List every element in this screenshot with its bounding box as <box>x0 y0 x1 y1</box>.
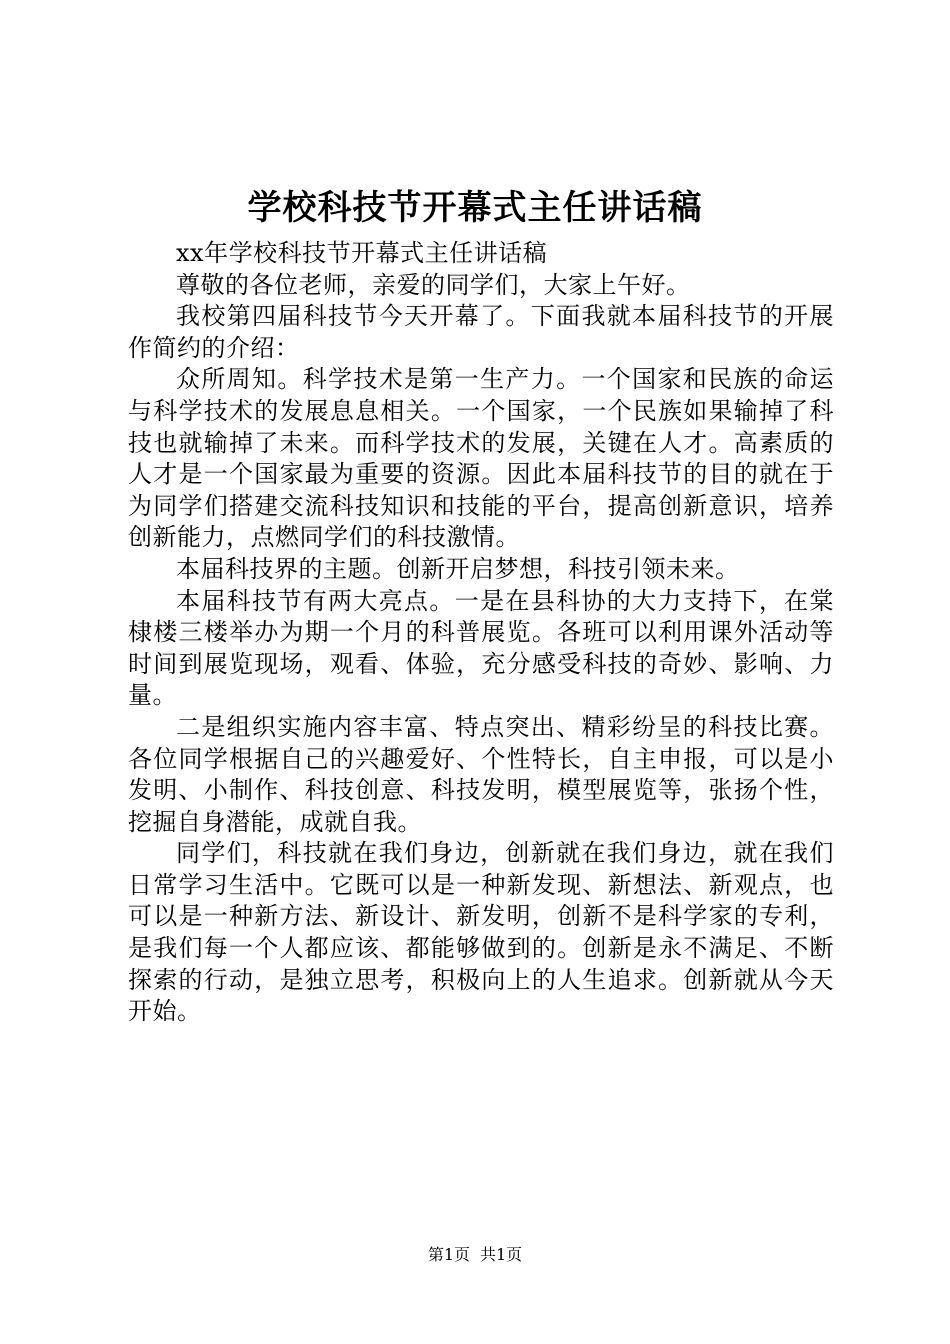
paragraph-heading-line: xx年学校科技节开幕式主任讲话稿 <box>176 239 548 267</box>
document-body <box>128 238 834 1028</box>
paragraph-highlight-one: 本届科技节有两大亮点。一是在县科协的大力支持下，在棠棣楼三楼举办为期一个月的科普展览。各班可以利用课外活动等时间到展览现场，观看、体验，充分感受科技的奇妙、影响、力量。 <box>128 586 834 710</box>
page-total: 共1页 <box>480 1245 523 1264</box>
paragraph-intro: 我校第四届科技节今天开幕了。下面我就本届科技节的开展作简约的介绍： <box>128 302 834 362</box>
document-title: 学校科技节开幕式主任讲话稿 <box>247 188 703 228</box>
page-footer <box>0 1244 950 1266</box>
paragraph-science-importance: 众所周知。科学技术是第一生产力。一个国家和民族的命运与科学技术的发展息息相关。一个国家，一个民族如果输掉了科技也就输掉了未来。而科学技术的发展，关键在人才。高素质的人才是一个国家最为重要的资源。因此本届科技节的目的就在于为同学们搭建交流科技知识和技能的平台，提高创新意识，培养创新能力，点燃同学们的科技激情。 <box>128 365 834 552</box>
paragraph-highlight-two: 二是组织实施内容丰富、特点突出、精彩纷呈的科技比赛。各位同学根据自己的兴趣爱好、个性特长，自主申报，可以是小发明、小制作、科技创意、科技发明，模型展览等，张扬个性，挖掘自身潜能，成就自我。 <box>128 712 834 836</box>
paragraph-greeting: 尊敬的各位老师，亲爱的同学们，大家上午好。 <box>176 270 691 299</box>
page-number: 第1页 <box>427 1245 470 1264</box>
paragraph-closing: 同学们，科技就在我们身边，创新就在我们身边，就在我们日常学习生活中。它既可以是一种新发现、新想法、新观点，也可以是一种新方法、新设计、新发明，创新不是科学家的专利，是我们每一个人都应该、都能够做到的。创新是永不满足、不断探索的行动，是独立思考，积极向上的人生追求。创新就从今天开始。 <box>128 839 834 1026</box>
paragraph-theme: 本届科技界的主题。创新开启梦想，科技引领未来。 <box>176 554 740 583</box>
